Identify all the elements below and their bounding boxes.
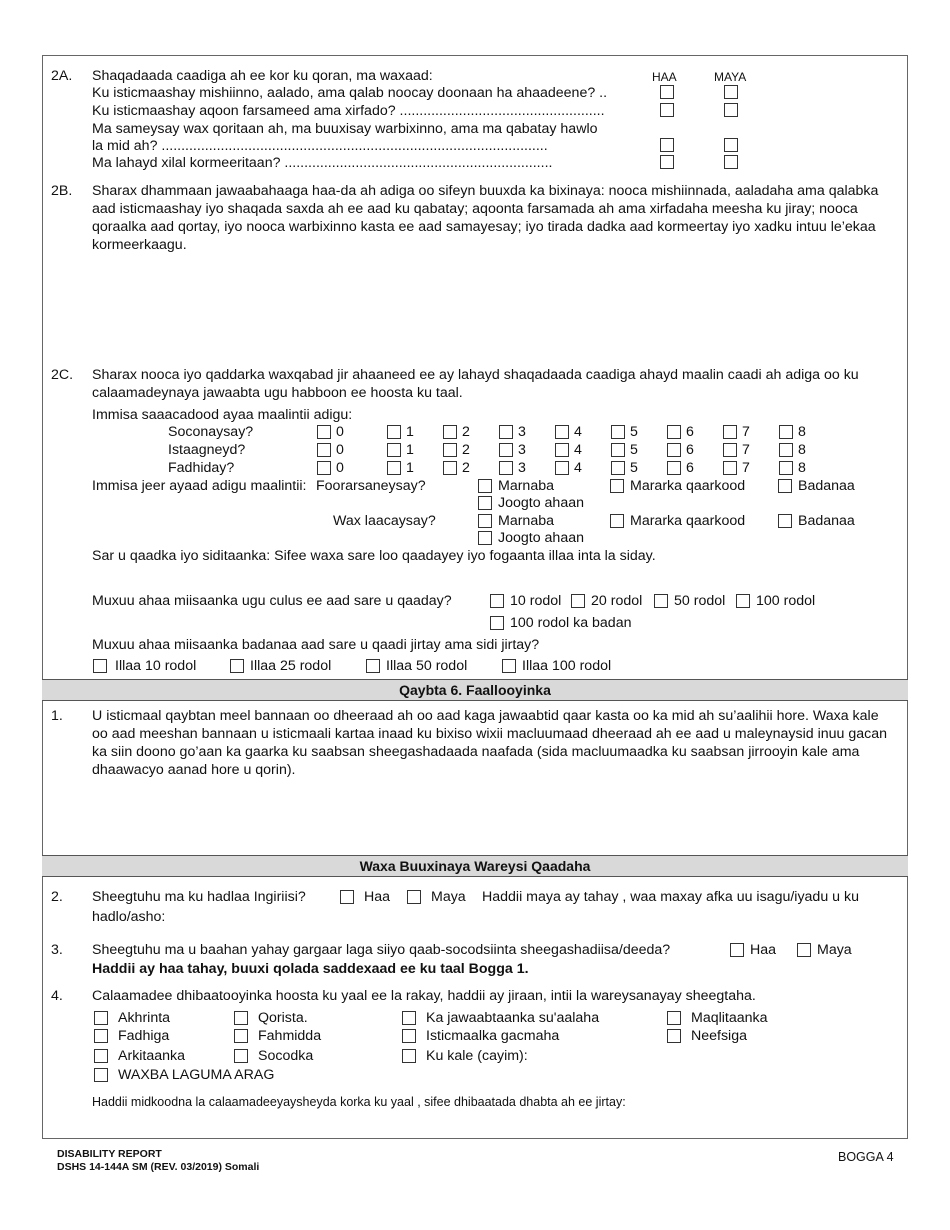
- walk-hours-4-checkbox[interactable]: [555, 425, 569, 439]
- walk-hours-4-label: 4: [574, 424, 582, 440]
- iq2-no-label: Maya: [431, 889, 466, 905]
- sit-hours-3-checkbox[interactable]: [499, 461, 513, 475]
- heaviest-20-checkbox[interactable]: [571, 594, 585, 608]
- bend-constantly-checkbox[interactable]: [478, 496, 492, 510]
- sit-hours-3-label: 3: [518, 460, 526, 476]
- sit-hours-4-label: 4: [574, 460, 582, 476]
- q2a-number: 2A.: [51, 68, 73, 84]
- freq-label: Immisa jeer ayaad adigu maalintii:: [92, 478, 307, 494]
- walk-hours-0-checkbox[interactable]: [317, 425, 331, 439]
- reach-never-label: Marnaba: [498, 513, 554, 529]
- bend-sometimes-label: Mararka qaarkood: [630, 478, 746, 494]
- heaviest-20-label: 20 rodol: [591, 593, 643, 609]
- q2a-col-no: MAYA: [714, 70, 747, 84]
- stand-hours-6-label: 6: [686, 442, 694, 458]
- walk-hours-0-label: 0: [336, 424, 344, 440]
- sit-hours-2-checkbox[interactable]: [443, 461, 457, 475]
- heaviest-over100-checkbox[interactable]: [490, 616, 504, 630]
- heaviest-10-checkbox[interactable]: [490, 594, 504, 608]
- q2c-hours-label: Immisa saaacadood ayaa maalintii adigu:: [92, 407, 353, 423]
- iq2-follow: Haddii maya ay tahay , waa maxay afka uu isagu/iyadu u ku: [482, 889, 859, 905]
- footer-form-id: DSHS 14-144A SM (REV. 03/2019) Somali: [57, 1161, 260, 1173]
- q2a-machines-no-checkbox[interactable]: [724, 85, 738, 99]
- q2b-answer-area[interactable]: [92, 256, 898, 356]
- stand-hours-8-checkbox[interactable]: [779, 443, 793, 457]
- sit-hours-6-checkbox[interactable]: [667, 461, 681, 475]
- heaviest-50-label: 50 rodol: [674, 593, 726, 609]
- usual-25-label: Illaa 25 rodol: [250, 658, 332, 674]
- bend-never-label: Marnaba: [498, 478, 554, 494]
- iq3-number: 3.: [51, 942, 63, 958]
- walk-hours-7-label: 7: [742, 424, 750, 440]
- iq2-yes-label: Haa: [364, 889, 391, 905]
- problem-breathing-checkbox[interactable]: [667, 1029, 681, 1043]
- stand-hours-4-checkbox[interactable]: [555, 443, 569, 457]
- reach-never-checkbox[interactable]: [478, 514, 492, 528]
- usual-50-label: Illaa 50 rodol: [386, 658, 468, 674]
- stand-hours-1-label: 1: [406, 442, 414, 458]
- stand-hours-6-checkbox[interactable]: [667, 443, 681, 457]
- sit-hours-4-checkbox[interactable]: [555, 461, 569, 475]
- iq2-text: Sheegtuhu ma ku hadlaa Ingiriisi?: [92, 889, 306, 905]
- iq3-text: Sheegtuhu ma u baahan yahay gargaar laga siiyo qaab-socodsiinta sheegashadiisa/deeda?: [92, 942, 671, 958]
- iq4-note: Haddii midkoodna la calaamadeeyaysheyda korka ku yaal , sifee dhibaatada dhabta ah ee jirtay:: [92, 1095, 626, 1109]
- problem-seeing-label: Arkitaanka: [118, 1048, 186, 1064]
- stand-hours-0-checkbox[interactable]: [317, 443, 331, 457]
- bend-often-checkbox[interactable]: [778, 479, 792, 493]
- s6-comments-area[interactable]: [92, 782, 898, 852]
- problem-hands-label: Isticmaalka gacmaha: [426, 1028, 560, 1044]
- section6-header: [42, 679, 908, 701]
- problem-answering-label: Ka jawaabtaanka su'aalaha: [426, 1010, 600, 1026]
- walk-hours-1-label: 1: [406, 424, 414, 440]
- problem-sitting-checkbox[interactable]: [94, 1029, 108, 1043]
- stand-hours-7-label: 7: [742, 442, 750, 458]
- footer-form-title: DISABILITY REPORT: [57, 1148, 162, 1160]
- heaviest-question: Muxuu ahaa miisaanka ugu culus ee aad sare u qaaday?: [92, 593, 452, 609]
- q2a-supervisory-yes-checkbox[interactable]: [660, 155, 674, 169]
- stand-hours-3-checkbox[interactable]: [499, 443, 513, 457]
- sit-hours-0-checkbox[interactable]: [317, 461, 331, 475]
- walk-hours-8-label: 8: [798, 424, 806, 440]
- sit-hours-0-label: 0: [336, 460, 344, 476]
- problem-answering-checkbox[interactable]: [402, 1011, 416, 1025]
- freq-row-reach-label: Wax laacaysay?: [333, 513, 436, 529]
- walk-hours-3-checkbox[interactable]: [499, 425, 513, 439]
- iq3-note: Haddii ay haa tahay, buuxi qolada saddexaad ee ku taal Bogga 1.: [92, 961, 529, 977]
- q2a-machines-yes-checkbox[interactable]: [660, 85, 674, 99]
- reach-constantly-checkbox[interactable]: [478, 531, 492, 545]
- q2a-item-writing: Ma sameysay wax qoritaan ah, ma buuxisay warbixinno, ama ma qabatay hawlo: [92, 121, 598, 137]
- sit-hours-2-label: 2: [462, 460, 470, 476]
- q2a-item-supervisory: Ma lahayd xilal kormeeritaan? ....................................................................: [92, 155, 553, 171]
- problem-hearing-label: Maqlitaanka: [691, 1010, 768, 1026]
- heaviest-100-checkbox[interactable]: [736, 594, 750, 608]
- problem-hearing-checkbox[interactable]: [667, 1011, 681, 1025]
- walk-hours-6-label: 6: [686, 424, 694, 440]
- stand-hours-7-checkbox[interactable]: [723, 443, 737, 457]
- heaviest-50-checkbox[interactable]: [654, 594, 668, 608]
- sit-hours-8-label: 8: [798, 460, 806, 476]
- reach-often-checkbox[interactable]: [778, 514, 792, 528]
- sit-hours-7-checkbox[interactable]: [723, 461, 737, 475]
- bend-never-checkbox[interactable]: [478, 479, 492, 493]
- s6-q1-text: U isticmaal qaybtan meel bannaan oo dheeraad ah oo aad kaga jawaabtid qaar kasta oo ka mid ah su’aalihii hore. Waxa kale oo aad meeshan bannaan u isticmaali kartaa inaad ku bixiso wixii macluumaad dheeraad ah ee aad u maleynaysid inuu gacan ka siin doono go’aan ka gaarka ku saabsan sheegashadaada naafada (sida macluumaadka ku saabsan jirrooyin kale ama dhaawacyo aanad hore u qorin).: [92, 708, 888, 778]
- reach-sometimes-checkbox[interactable]: [610, 514, 624, 528]
- sit-hours-8-checkbox[interactable]: [779, 461, 793, 475]
- q2b-number: 2B.: [51, 183, 73, 199]
- problem-hands-checkbox[interactable]: [402, 1029, 416, 1043]
- hours-row-stand-label: Istaagneyd?: [168, 442, 246, 458]
- problem-none-checkbox[interactable]: [94, 1068, 108, 1082]
- q2b-text: Sharax dhammaan jawaabahaaga haa-da ah adiga oo sifeyn buuxda ka bixinaya: nooca mishiinnada, aaladaha ama qalabka aad isticmaashay iyo shaqada saxda ah ee aad ku qabatay; aqoonta farsamada ah ama xirfadaha meesha ku jiray; nooca qoraalka aad qortay, iyo nooca warbixinno kasta ee aad samayesay; iyo tirada dadka aad kormeertay iyo xadku intuu le’ekaa kormeerkaagu.: [92, 183, 879, 253]
- sit-hours-5-checkbox[interactable]: [611, 461, 625, 475]
- problem-seeing-checkbox[interactable]: [94, 1049, 108, 1063]
- reach-often-label: Badanaa: [798, 513, 855, 529]
- iq2-number: 2.: [51, 889, 63, 905]
- walk-hours-7-checkbox[interactable]: [723, 425, 737, 439]
- iq4-description-area[interactable]: [92, 1110, 898, 1134]
- stand-hours-3-label: 3: [518, 442, 526, 458]
- q2c-text: Sharax nooca iyo qaddarka waxqabad jir ahaaneed ee ay lahayd shaqadaada caadiga ahayd maalin caadi ah adiga oo ku calaamadeynaya jawaabta ugu habboon ee hoosta ku taal.: [92, 367, 859, 401]
- stand-hours-8-label: 8: [798, 442, 806, 458]
- sit-hours-5-label: 5: [630, 460, 638, 476]
- iq3-no-label: Maya: [817, 942, 852, 958]
- problem-reading-checkbox[interactable]: [94, 1011, 108, 1025]
- section6-title: Qaybta 6. Faallooyinka: [399, 682, 551, 698]
- q2a-item-technical: Ku isticmaashay aqoon farsameed ama xirfado? ....................................................: [92, 103, 605, 119]
- problem-writing-checkbox[interactable]: [234, 1011, 248, 1025]
- problem-understanding-checkbox[interactable]: [234, 1029, 248, 1043]
- problem-walking-checkbox[interactable]: [234, 1049, 248, 1063]
- walk-hours-5-label: 5: [630, 424, 638, 440]
- walk-hours-1-checkbox[interactable]: [387, 425, 401, 439]
- stand-hours-0-label: 0: [336, 442, 344, 458]
- stand-hours-5-checkbox[interactable]: [611, 443, 625, 457]
- usual-10-checkbox[interactable]: [93, 659, 107, 673]
- q2a-item-machines: Ku isticmaashay mishiinno, aalado, ama qalab noocay doonaan ha ahaadeene? ..: [92, 85, 608, 101]
- freq-row-bend-label: Foorarsaneysay?: [316, 478, 426, 494]
- iq3-yes-label: Haa: [750, 942, 777, 958]
- q2a-technical-yes-checkbox[interactable]: [660, 103, 674, 117]
- q2a-item-writing-cont: la mid ah? ..................................................................................................: [92, 138, 548, 154]
- q2a-writing-yes-checkbox[interactable]: [660, 138, 674, 152]
- hours-row-sit-label: Fadhiday?: [168, 460, 235, 476]
- problem-writing-label: Qorista.: [258, 1010, 308, 1026]
- problem-other-label: Ku kale (cayim):: [426, 1048, 528, 1064]
- usual-25-checkbox[interactable]: [230, 659, 244, 673]
- q2c-number: 2C.: [51, 367, 74, 383]
- walk-hours-5-checkbox[interactable]: [611, 425, 625, 439]
- heaviest-over100-label: 100 rodol ka badan: [510, 615, 632, 631]
- problem-breathing-label: Neefsiga: [691, 1028, 747, 1044]
- problem-understanding-label: Fahmidda: [258, 1028, 322, 1044]
- bend-sometimes-checkbox[interactable]: [610, 479, 624, 493]
- interviewer-header: [42, 855, 908, 877]
- stand-hours-2-checkbox[interactable]: [443, 443, 457, 457]
- bend-constantly-label: Joogto ahaan: [498, 495, 584, 511]
- stand-hours-5-label: 5: [630, 442, 638, 458]
- iq3-yes-checkbox[interactable]: [730, 943, 744, 957]
- walk-hours-2-checkbox[interactable]: [443, 425, 457, 439]
- walk-hours-8-checkbox[interactable]: [779, 425, 793, 439]
- q2a-supervisory-no-checkbox[interactable]: [724, 155, 738, 169]
- heaviest-100-label: 100 rodol: [756, 593, 816, 609]
- sit-hours-6-label: 6: [686, 460, 694, 476]
- heaviest-10-label: 10 rodol: [510, 593, 562, 609]
- q2a-prompt: Shaqadaada caadiga ah ee kor ku qoran, ma waxaad:: [92, 68, 433, 84]
- stand-hours-2-label: 2: [462, 442, 470, 458]
- iq2-no-checkbox[interactable]: [407, 890, 421, 904]
- sit-hours-1-checkbox[interactable]: [387, 461, 401, 475]
- lift-text: Sar u qaadka iyo siditaanka: Sifee waxa sare loo qaadayey iyo fogaanta illaa inta la siday.: [92, 548, 656, 564]
- q2a-technical-no-checkbox[interactable]: [724, 103, 738, 117]
- s6-q1-number: 1.: [51, 708, 63, 724]
- stand-hours-1-checkbox[interactable]: [387, 443, 401, 457]
- problem-sitting-label: Fadhiga: [118, 1028, 170, 1044]
- iq2-yes-checkbox[interactable]: [340, 890, 354, 904]
- usual-100-label: Illaa 100 rodol: [522, 658, 612, 674]
- reach-constantly-label: Joogto ahaan: [498, 530, 584, 546]
- q2a-col-yes: HAA: [652, 70, 677, 84]
- interviewer-title: Waxa Buuxinaya Wareysi Qaadaha: [359, 858, 591, 874]
- usual-question: Muxuu ahaa miisaanka badanaa aad sare u qaadi jirtay ama sidi jirtay?: [92, 637, 540, 653]
- iq2-language-input[interactable]: [180, 906, 898, 924]
- usual-50-checkbox[interactable]: [366, 659, 380, 673]
- problem-reading-label: Akhrinta: [118, 1010, 171, 1026]
- iq4-text: Calaamadee dhibaatooyinka hoosta ku yaal ee la rakay, haddii ay jiraan, intii la wareysanayay sheegtaha.: [92, 988, 756, 1004]
- reach-sometimes-label: Mararka qaarkood: [630, 513, 746, 529]
- problem-walking-label: Socodka: [258, 1048, 314, 1064]
- footer-page-number: BOGGA 4: [838, 1150, 894, 1164]
- bend-often-label: Badanaa: [798, 478, 855, 494]
- problem-none-label: WAXBA LAGUMA ARAG: [118, 1067, 275, 1083]
- iq2-follow-cont: hadlo/asho:: [92, 909, 166, 925]
- walk-hours-3-label: 3: [518, 424, 526, 440]
- walk-hours-6-checkbox[interactable]: [667, 425, 681, 439]
- iq4-number: 4.: [51, 988, 63, 1004]
- sit-hours-7-label: 7: [742, 460, 750, 476]
- usual-100-checkbox[interactable]: [502, 659, 516, 673]
- walk-hours-2-label: 2: [462, 424, 470, 440]
- hours-row-walk-label: Soconaysay?: [168, 424, 254, 440]
- sit-hours-1-label: 1: [406, 460, 414, 476]
- iq3-no-checkbox[interactable]: [797, 943, 811, 957]
- usual-10-label: Illaa 10 rodol: [115, 658, 197, 674]
- q2a-writing-no-checkbox[interactable]: [724, 138, 738, 152]
- problem-other-checkbox[interactable]: [402, 1049, 416, 1063]
- stand-hours-4-label: 4: [574, 442, 582, 458]
